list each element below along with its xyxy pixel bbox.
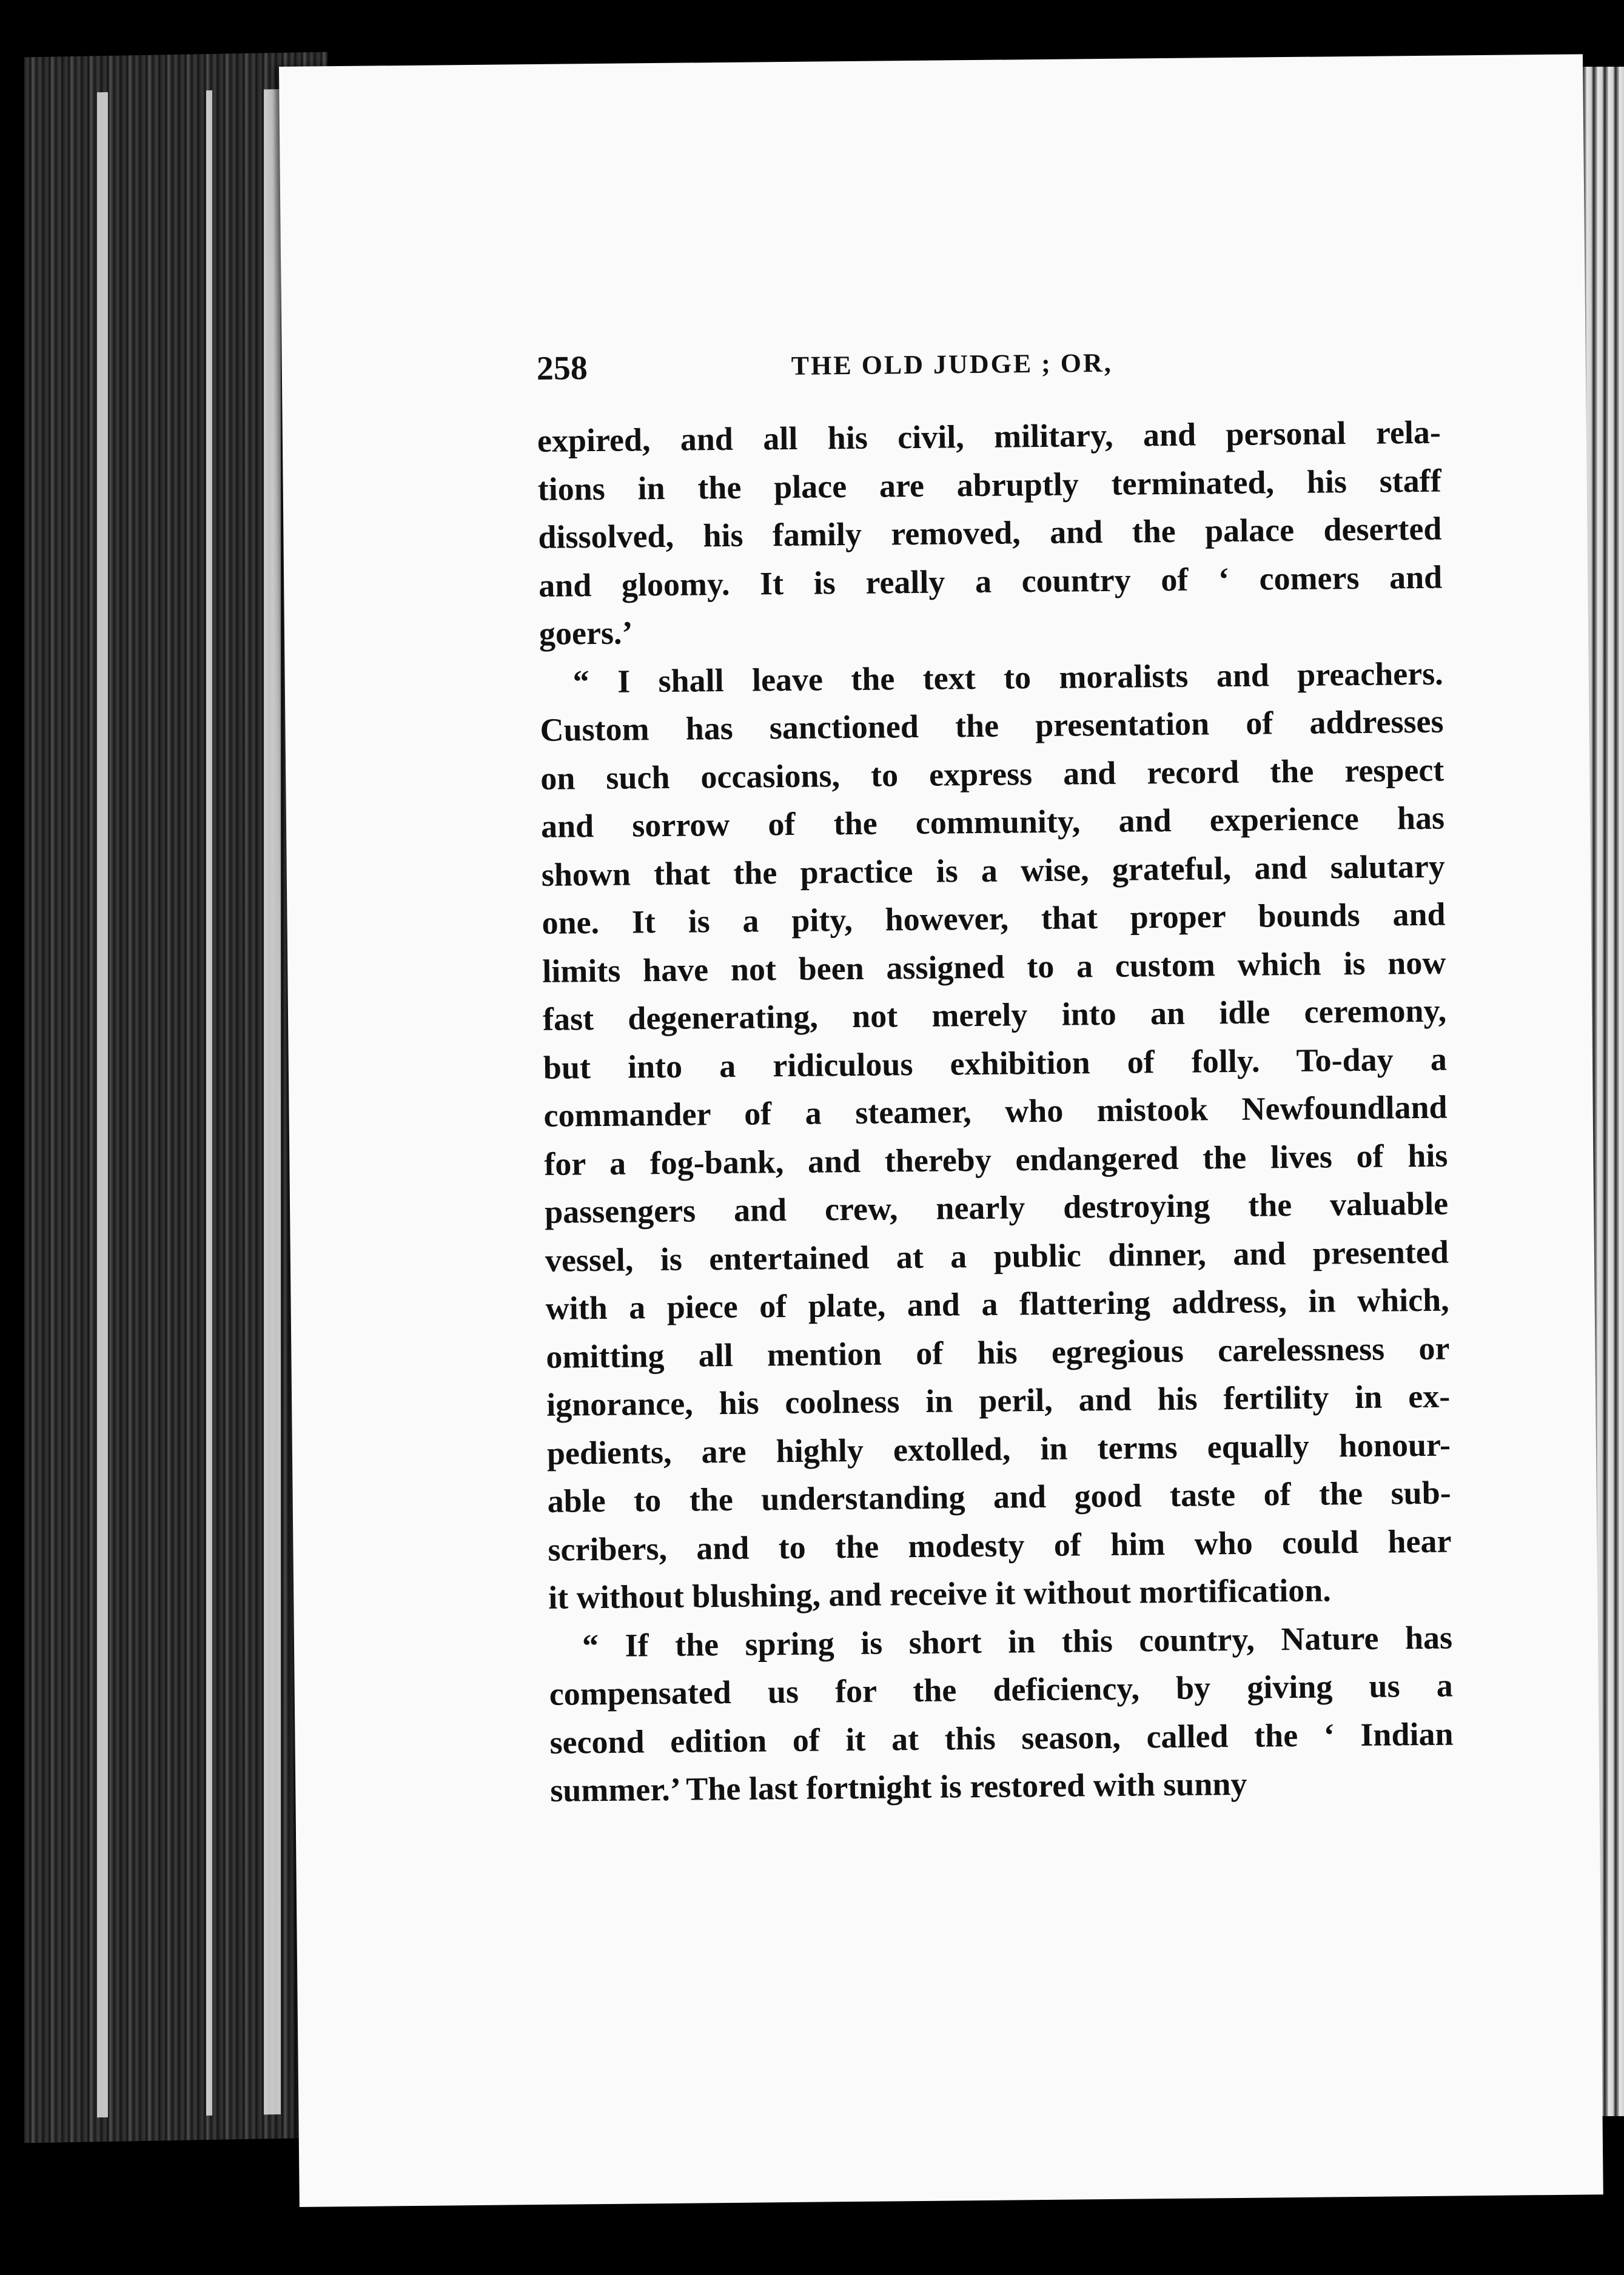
page-number: 258: [536, 349, 588, 387]
book-page: [279, 54, 1603, 2206]
text-line: Custom has sanctioned the presentation of addresses: [540, 703, 1444, 748]
text-line: pedients, are highly extolled, in terms equally honour-: [546, 1426, 1451, 1472]
text-line: second edition of it at this season, called the ‘ Indian: [549, 1715, 1454, 1761]
text-line: shown that the practice is a wise, grateful, and salutary: [541, 848, 1446, 893]
text-line: and gloomy. It is really a country of ‘ comers and: [538, 558, 1443, 604]
text-line: goers.’: [539, 614, 633, 652]
text-line: passengers and crew, nearly destroying the valuable: [544, 1185, 1449, 1230]
text-line: it without blushing, and receive it without mortification.: [548, 1572, 1332, 1616]
text-line: dissolved, his family removed, and the palace deserted: [538, 510, 1442, 555]
text-line: expired, and all his civil, military, and personal rela-: [537, 414, 1441, 459]
text-line: for a fog-bank, and thereby endangered the lives of his: [544, 1137, 1448, 1182]
running-head: [536, 341, 1440, 398]
text-line: on such occasions, to express and record the respect: [540, 751, 1444, 797]
text-line: one. It is a pity, however, that proper bounds and: [542, 896, 1446, 941]
paragraph: [539, 649, 1452, 1622]
body-text: [537, 409, 1454, 1815]
text-line: summer.’ The last fortnight is restored with sunny: [550, 1765, 1247, 1809]
text-line: commander of a steamer, who mistook Newfoundland: [543, 1088, 1448, 1134]
text-line: fast degenerating, not merely into an idle ceremony,: [542, 992, 1447, 1037]
page-edge-strip: [264, 89, 281, 2114]
text-line: able to the understanding and good taste of the sub-: [547, 1474, 1451, 1519]
text-line: vessel, is entertained at a public dinner, and presented: [545, 1233, 1449, 1279]
paragraph: [549, 1613, 1454, 1815]
text-line: scribers, and to the modesty of him who could hear: [548, 1523, 1452, 1568]
text-line: but into a ridiculous exhibition of folly. To-day a: [543, 1040, 1448, 1086]
text-line: omitting all mention of his egregious carelessness or: [546, 1330, 1450, 1375]
text-line: compensated us for the deficiency, by giving us a: [549, 1667, 1454, 1712]
text-line: “ I shall leave the text to moralists and preachers.: [572, 655, 1443, 700]
running-head-title: THE OLD JUDGE ; OR,: [791, 347, 1113, 381]
paragraph: [537, 409, 1443, 658]
text-line: tions in the place are abruptly terminated, his staff: [537, 462, 1441, 508]
page-edge-strip: [206, 90, 212, 2116]
text-line: and sorrow of the community, and experience has: [540, 799, 1445, 845]
text-line: with a piece of plate, and a flattering address, in which,: [545, 1281, 1449, 1327]
text-line: ignorance, his coolness in peril, and his fertility in ex-: [546, 1378, 1451, 1423]
text-line: “ If the spring is short in this country, Nature has: [582, 1619, 1453, 1664]
text-line: limits have not been assigned to a custom which is now: [542, 944, 1446, 990]
text-block: [536, 341, 1454, 1815]
page-edge-strip: [97, 92, 108, 2117]
